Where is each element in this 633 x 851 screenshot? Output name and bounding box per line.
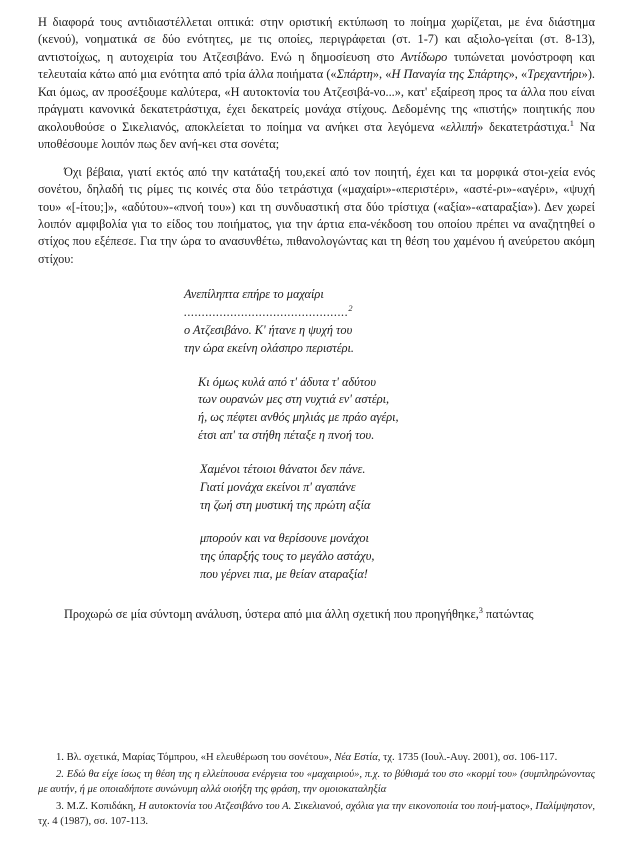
footnote-3-title: Η αυτοκτονία του Ατζεσιβάνο του Α. Σικελιανού, σχόλια για την εικονοποιία του ποιή- (138, 801, 500, 813)
footnote-3 (38, 800, 595, 829)
text-run: Προχωρώ σε μία σύντομη ανάλυση, ύστερα από μια άλλη σχετική που προηγήθηκε, (64, 606, 479, 621)
poem-line (184, 304, 595, 322)
poem-line-text: Κι όμως κυλά από τ' άδυτα τ' αδύτου (198, 374, 376, 389)
text-run: Η Παναγία της Σπάρτης (391, 67, 509, 82)
poem-line-text: τη ζωή στη μυστική της πρώτη αξία (200, 497, 371, 512)
text-run: »). Και όμως, αν προσέξουμε καλύτερα, «Η αυτοκτονία του Ατζεσιβά-νο...», κατ' εξαίρεση προς τα άλλα που είναι πράγματι κανονικά δεκατετράστιχα, έχει δεκατρείς μονάχα στίχους. Δεδομένης της «πιστής» ποιητικής που ακολουθούσε ο Σικελιανός, αποκλείεται το ποίημα να ανήκει στα λεγόμενα « (38, 67, 595, 134)
poem-line (198, 409, 595, 427)
poem-line (200, 548, 595, 566)
poem-stanza (184, 461, 595, 514)
footnote-1-journal: Νέα Εστία (334, 751, 378, 763)
poem-line (184, 286, 595, 304)
poem-block (38, 286, 595, 584)
poem-line (198, 374, 595, 392)
poem-line (184, 340, 595, 358)
text-run: » δεκατετράστιχα. (477, 119, 570, 134)
poem-line-text: ή, ως πέφτει ανθός μηλιάς με πράο αγέρι, (198, 410, 399, 425)
poem-line (198, 427, 595, 445)
text-run: Να υποθέσουμε λοιπόν πως δεν ανή-κει στα σονέτα; (38, 119, 595, 152)
text-run: Η διαφορά τους αντιδιαστέλλεται οπτικά: στην οριστική εκτύπωση το ποίημα χωρίζεται, με ένα διάστημα (κενού), νοηματικά σε δύο ενότητες, με τις οποίες, περιγράφεται (στ. 1-7) και αξιολο-γείται (στ. 8-13), αντιστοίχως, η αυτοχειρία του Ατζεσιβάνο. Ενώ η δημοσίευση στο (38, 15, 595, 64)
text-run: Τρεχαντήρι (527, 67, 582, 82)
text-run: », « (372, 67, 392, 82)
poem-line-text: Γιατί μονάχα εκείνοι π' αγαπάνε (200, 479, 356, 494)
text-run: 1 (569, 118, 574, 128)
poem-line-text: έτσι απ' τα στήθη πέταξε η πνοή του. (198, 428, 375, 443)
text-run: 3 (478, 605, 483, 615)
poem-line (198, 391, 595, 409)
poem-line-text: ο Ατζεσιβάνο. Κ' ήτανε η ψυχή του (184, 323, 353, 337)
poem-stanza (184, 374, 595, 445)
text-run: ελλιπή (446, 119, 478, 134)
text-run: Σπάρτη (336, 67, 373, 82)
footnote-marker: 2 (348, 304, 354, 314)
paragraph-2 (38, 164, 595, 269)
footnote-1-text-a: 1. Βλ. σχετικά, Μαρίας Τόμπρου, «Η ελευθέρωση του σονέτου», (56, 751, 335, 763)
closing-paragraph (38, 606, 595, 623)
poem-line (200, 479, 595, 497)
poem-line-text: Χαμένοι τέτοιοι θάνατοι δεν πάνε. (200, 461, 366, 476)
poem-line-text: .............................................. (184, 305, 349, 320)
poem-line (184, 322, 595, 340)
paragraph-1 (38, 14, 595, 154)
poem-line-text: που γέρνει πια, με θείαν αταραξία! (200, 567, 368, 582)
text-run: τυπώνεται μονόστροφη και τελευταία κάτω από μια ενότητα από τρία άλλα ποιήματα (« (38, 49, 595, 82)
footnote-2-text: 2. Εδώ θα είχε ίσως τη θέση της η ελλείπουσα ενέργεια του «μαχαιριού», π.χ. το βύθισμά του στο «κορμί του» (συμπληρώνοντας με αυτήν, ή με οποιαδήποτε συνώνυμη αλλά οιοήξη της φράση, την ομοιοκαταληξία (38, 769, 595, 795)
text-run: Όχι βέβαια, γιατί εκτός από την κατάταξή του,εκεί από τον ποιητή, έχει και τα μορφικά στοι-χεία ενός σονέτου, δηλαδή τις ρίμες τις κοινές στα δύο τετράστιχα («μαχαίρι»-«περιστέρι», «αστέ-ρι»-«αγέρι», «ψυχή του» «[-ίτου;]», «αδύτου»-«πνοή του») και τη συνδυαστική στα δύο τρίστιχα («αξία»-«αταραξία»). Δεν χωρεί λοιπόν αμφιβολία για το είδος του ποιήματος, για την άρτια επα-νέκδοση του οποίου πρέπει να αναζητηθεί ο στίχος που εξέπεσε. Για την ώρα το ανασυνθέτω, πιθανολογώντας και τη θέση του χαμένου ή ανεύρετου ακόμη στίχου: (38, 164, 595, 266)
footnotes-section (38, 751, 595, 829)
poem-stanza (184, 286, 595, 357)
footnote-3-text-a: 3. Μ.Ζ. Κοπιδάκη, (56, 801, 139, 813)
footnote-3-text-b: ματος», (499, 801, 536, 813)
poem-line (200, 566, 595, 584)
text-run: Αντίδωρο (400, 49, 448, 64)
footnote-3-text-c: , τχ. 4 (1987), σσ. 107-113. (38, 801, 595, 827)
poem-stanza (184, 530, 595, 583)
poem-line-text: μπορούν και να θερίσουνε μονάχοι (200, 531, 369, 546)
footnote-2 (38, 768, 595, 797)
footnote-3-journal: Παλίμψηστον (535, 801, 593, 813)
text-run: πατώντας (482, 606, 534, 621)
poem-line-text: της ύπαρξής τους το μεγάλο αστάχυ, (200, 549, 375, 564)
poem-line (200, 461, 595, 479)
footnote-1-text-b: , τχ. 1735 (Ιουλ.-Αυγ. 2001), σσ. 106-117. (377, 751, 558, 763)
poem-line (200, 497, 595, 515)
poem-line-text: την ώρα εκείνη ολάσπρο περιστέρι. (184, 340, 354, 355)
poem-line-text: Ανεπίληπτα επήρε το μαχαίρι (184, 287, 324, 302)
poem-line-text: των ουρανών μες στη νυχτιά εν' αστέρι, (198, 392, 390, 407)
footnote-1 (38, 751, 595, 765)
poem-line (200, 530, 595, 548)
text-run: », « (508, 67, 528, 82)
